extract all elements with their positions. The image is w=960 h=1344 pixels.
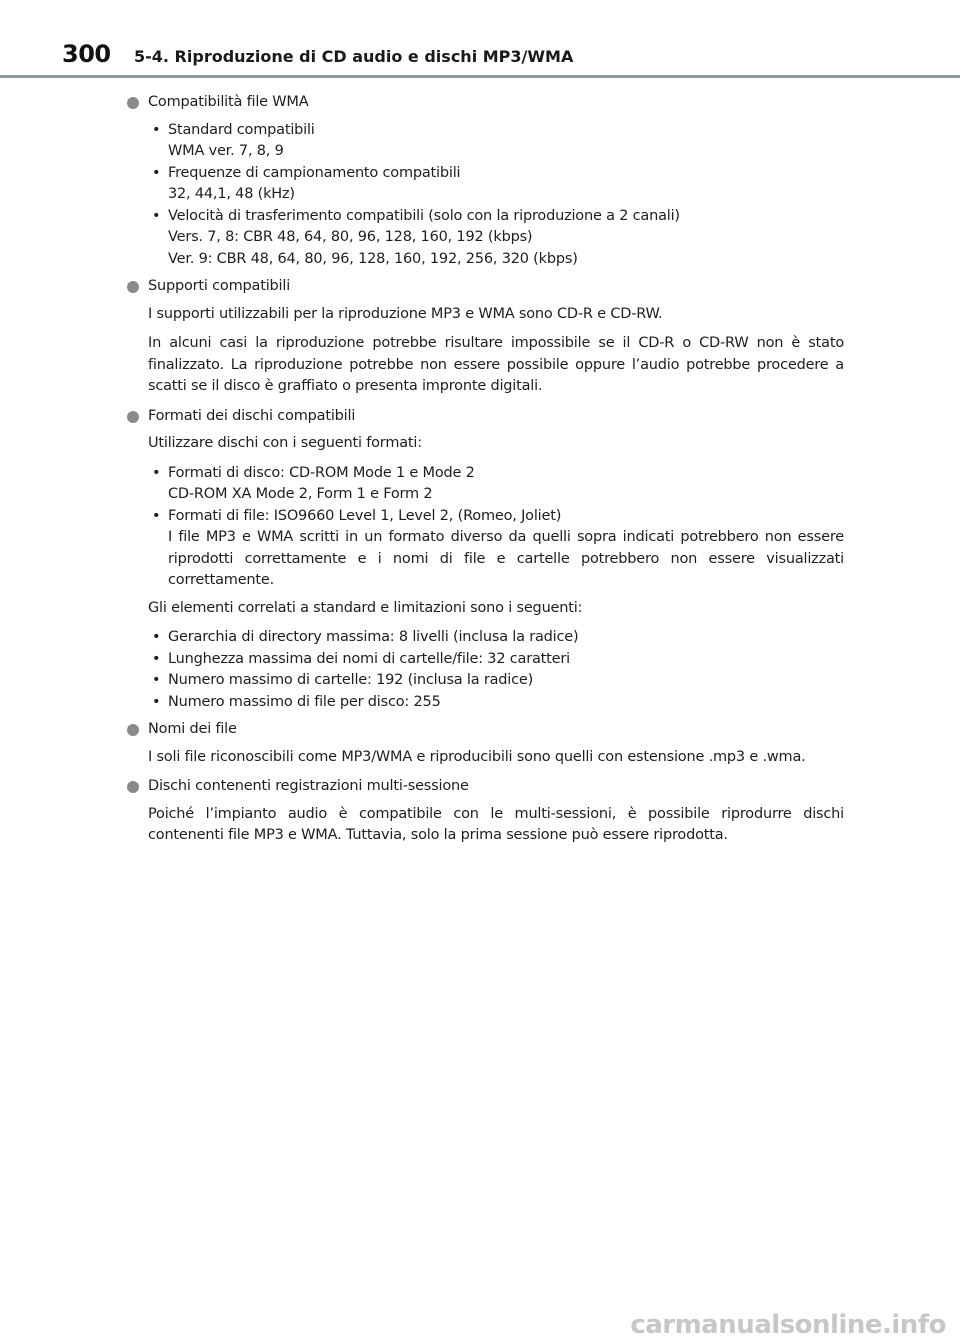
paragraph: Poiché l’impianto audio è compatibile con le multi-sessioni, è possibile riprodurre dischi contenenti file MP3 e WMA. Tuttavia, solo la prima sessione può essere riprodotta.: [148, 805, 844, 843]
list-item: [148, 670, 844, 692]
list-item-line: 32, 44,1, 48 (kHz): [168, 186, 295, 202]
bullet-dot-icon: •: [152, 507, 161, 524]
section-heading: [124, 92, 844, 114]
bullet-list: [124, 627, 844, 713]
list-item-line: Numero massimo di cartelle: 192 (inclusa la radice): [168, 672, 534, 688]
list-item-line: Frequenze di campionamento compatibili: [168, 164, 461, 181]
section-title: Dischi contenenti registrazioni multi-sessione: [148, 778, 469, 794]
list-item-line: Gerarchia di directory massima: 8 livelli (inclusa la radice): [168, 629, 579, 645]
list-item-line: WMA ver. 7, 8, 9: [168, 143, 284, 159]
header-divider: [0, 75, 960, 78]
page-number: 300: [62, 40, 111, 68]
list-item: [148, 627, 844, 649]
circle-bullet-icon: [127, 781, 139, 793]
bullet-list: [124, 463, 844, 592]
section: [124, 406, 844, 714]
bullet-dot-icon: •: [152, 629, 161, 645]
list-item: [148, 649, 844, 671]
list-item: [148, 163, 844, 206]
circle-bullet-icon: [127, 281, 139, 293]
list-item: [148, 506, 844, 592]
paragraph: I soli file riconoscibili come MP3/WMA e riproducibili sono quelli con estensione .mp3 e .wma.: [148, 748, 806, 765]
section-title: Formati dei dischi compatibili: [148, 407, 356, 424]
list-item: [148, 692, 844, 714]
bullet-dot-icon: •: [152, 164, 161, 181]
paragraph: Utilizzare dischi con i seguenti formati:: [148, 435, 422, 451]
section: [124, 92, 844, 270]
list-item: [148, 120, 844, 163]
section-heading: [124, 776, 844, 798]
chapter-title: 5-4. Riproduzione di CD audio e dischi MP3/WMA: [134, 47, 574, 66]
bullet-dot-icon: •: [152, 672, 161, 688]
list-item-line: I file MP3 e WMA scritti in un formato diverso da quelli sopra indicati potrebbero non essere riprodotti correttamente e i nomi di file e cartelle potrebbero non essere visualizzati correttamente.: [168, 529, 844, 588]
paragraph: Gli elementi correlati a standard e limitazioni sono i seguenti:: [148, 599, 583, 616]
list-item-line: Ver. 9: CBR 48, 64, 80, 96, 128, 160, 192, 256, 320 (kbps): [168, 250, 578, 267]
section: [124, 776, 844, 847]
list-item-line: Formati di disco: CD-ROM Mode 1 e Mode 2: [168, 464, 475, 481]
section-heading: [124, 276, 844, 298]
section-heading: [124, 406, 844, 428]
bullet-dot-icon: •: [152, 693, 161, 710]
bullet-list: [124, 120, 844, 271]
section: [124, 719, 844, 768]
list-item-line: Numero massimo di file per disco: 255: [168, 693, 441, 710]
list-item: [148, 206, 844, 271]
paragraph: I supporti utilizzabili per la riproduzione MP3 e WMA sono CD-R e CD-RW.: [148, 305, 663, 322]
section-title: Supporti compatibili: [148, 278, 291, 294]
watermark: carmanualsonline.info: [630, 1310, 946, 1340]
bullet-dot-icon: •: [152, 464, 161, 481]
page-content: [124, 92, 844, 855]
list-item-line: CD-ROM XA Mode 2, Form 1 e Form 2: [168, 486, 433, 502]
section: [124, 276, 844, 398]
bullet-dot-icon: •: [152, 207, 161, 224]
circle-bullet-icon: [127, 411, 139, 423]
list-item: [148, 463, 844, 506]
list-item-line: Vers. 7, 8: CBR 48, 64, 80, 96, 128, 160, 192 (kbps): [168, 229, 533, 245]
circle-bullet-icon: [127, 97, 139, 109]
list-item-line: Velocità di trasferimento compatibili (solo con la riproduzione a 2 canali): [168, 207, 680, 224]
list-item-line: Standard compatibili: [168, 121, 315, 138]
section-title: Compatibilità file WMA: [148, 94, 309, 110]
list-item-line: Lunghezza massima dei nomi di cartelle/file: 32 caratteri: [168, 650, 570, 667]
list-item-line: Formati di file: ISO9660 Level 1, Level 2, (Romeo, Joliet): [168, 507, 562, 524]
paragraph: In alcuni casi la riproduzione potrebbe risultare impossibile se il CD-R o CD-RW non è stato finalizzato. La riproduzione potrebbe non essere possibile oppure l’audio potrebbe procedere a scatti se il disco è graffiato o presenta impronte digitali.: [148, 335, 844, 394]
bullet-dot-icon: •: [152, 650, 161, 667]
section-heading: [124, 719, 844, 741]
page-header: [0, 0, 960, 80]
section-title: Nomi dei file: [148, 721, 237, 737]
circle-bullet-icon: [127, 724, 139, 736]
bullet-dot-icon: •: [152, 121, 161, 138]
